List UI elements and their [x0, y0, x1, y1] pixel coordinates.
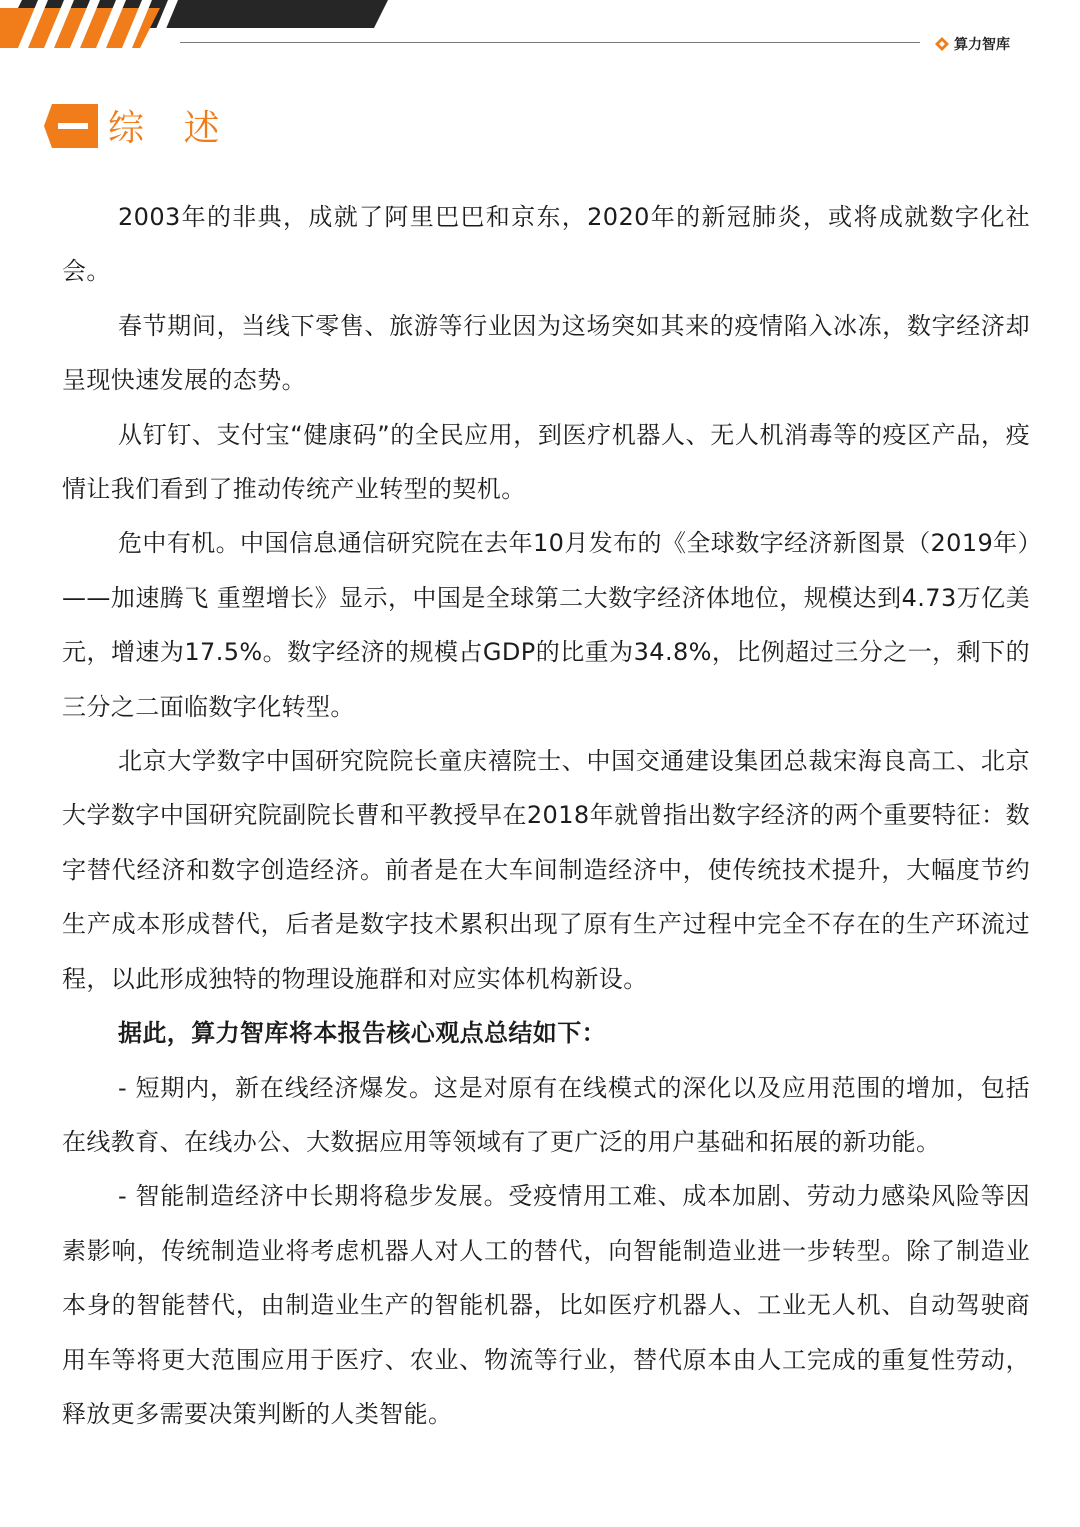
brand-name: 算力智库	[954, 37, 1010, 53]
paragraph: 危中有机。中国信息通信研究院在去年10月发布的《全球数字经济新图景（2019年）——加速腾飞 重塑增长》显示，中国是全球第二大数字经济体地位，规模达到4.73万亿美元，增速为17.5%。数字经济的规模占GDP的比重为34.8%，比例超过三分之一，剩下的三分之二面临数字化转型。	[62, 529, 1030, 721]
paragraph: 北京大学数字中国研究院院长童庆禧院士、中国交通建设集团总裁宋海良高工、北京大学数字中国研究院副院长曹和平教授早在2018年就曾指出数字经济的两个重要特征：数字替代经济和数字创造经济。前者是在大车间制造经济中，使传统技术提升，大幅度节约生产成本形成替代，后者是数字技术累积出现了原有生产过程中完全不存在的生产环流过程，以此形成独特的物理设施群和对应实体机构新设。	[62, 747, 1030, 993]
paragraph: - 短期内，新在线经济爆发。这是对原有在线模式的深化以及应用范围的增加，包括在线教育、在线办公、大数据应用等领域有了更广泛的用户基础和拓展的新功能。	[62, 1073, 1030, 1156]
section-title: 综 述	[108, 108, 234, 149]
header-stripe-banner	[0, 0, 400, 48]
section-heading	[44, 100, 233, 151]
diamond-logo-icon	[934, 36, 950, 52]
paragraph: - 智能制造经济中长期将稳步发展。受疫情用工难、成本加剧、劳动力感染风险等因素影响，传统制造业将考虑机器人对人工的替代，向智能制造业进一步转型。除了制造业本身的智能替代，由制造业生产的智能机器，比如医疗机器人、工业无人机、自动驾驶商用车等将更大范围应用于医疗、农业、物流等行业，替代原本由人工完成的重复性劳动，释放更多需要决策判断的人类智能。	[62, 1182, 1030, 1428]
paragraph: 从钉钉、支付宝“健康码”的全民应用，到医疗机器人、无人机消毒等的疫区产品，疫情让我们看到了推动传统产业转型的契机。	[62, 420, 1030, 504]
header-divider	[180, 42, 920, 43]
brand-logo	[934, 34, 1010, 54]
tab-dash-icon	[44, 104, 98, 148]
summary-lead: 据此，算力智库将本报告核心观点总结如下：	[118, 1019, 606, 1048]
article-body	[62, 190, 1030, 1441]
paragraph: 2003年的非典，成就了阿里巴巴和京东，2020年的新冠肺炎，或将成就数字化社会。	[62, 203, 1030, 286]
paragraph: 春节期间，当线下零售、旅游等行业因为这场突如其来的疫情陷入冰冻，数字经济却呈现快速发展的态势。	[62, 311, 1030, 395]
